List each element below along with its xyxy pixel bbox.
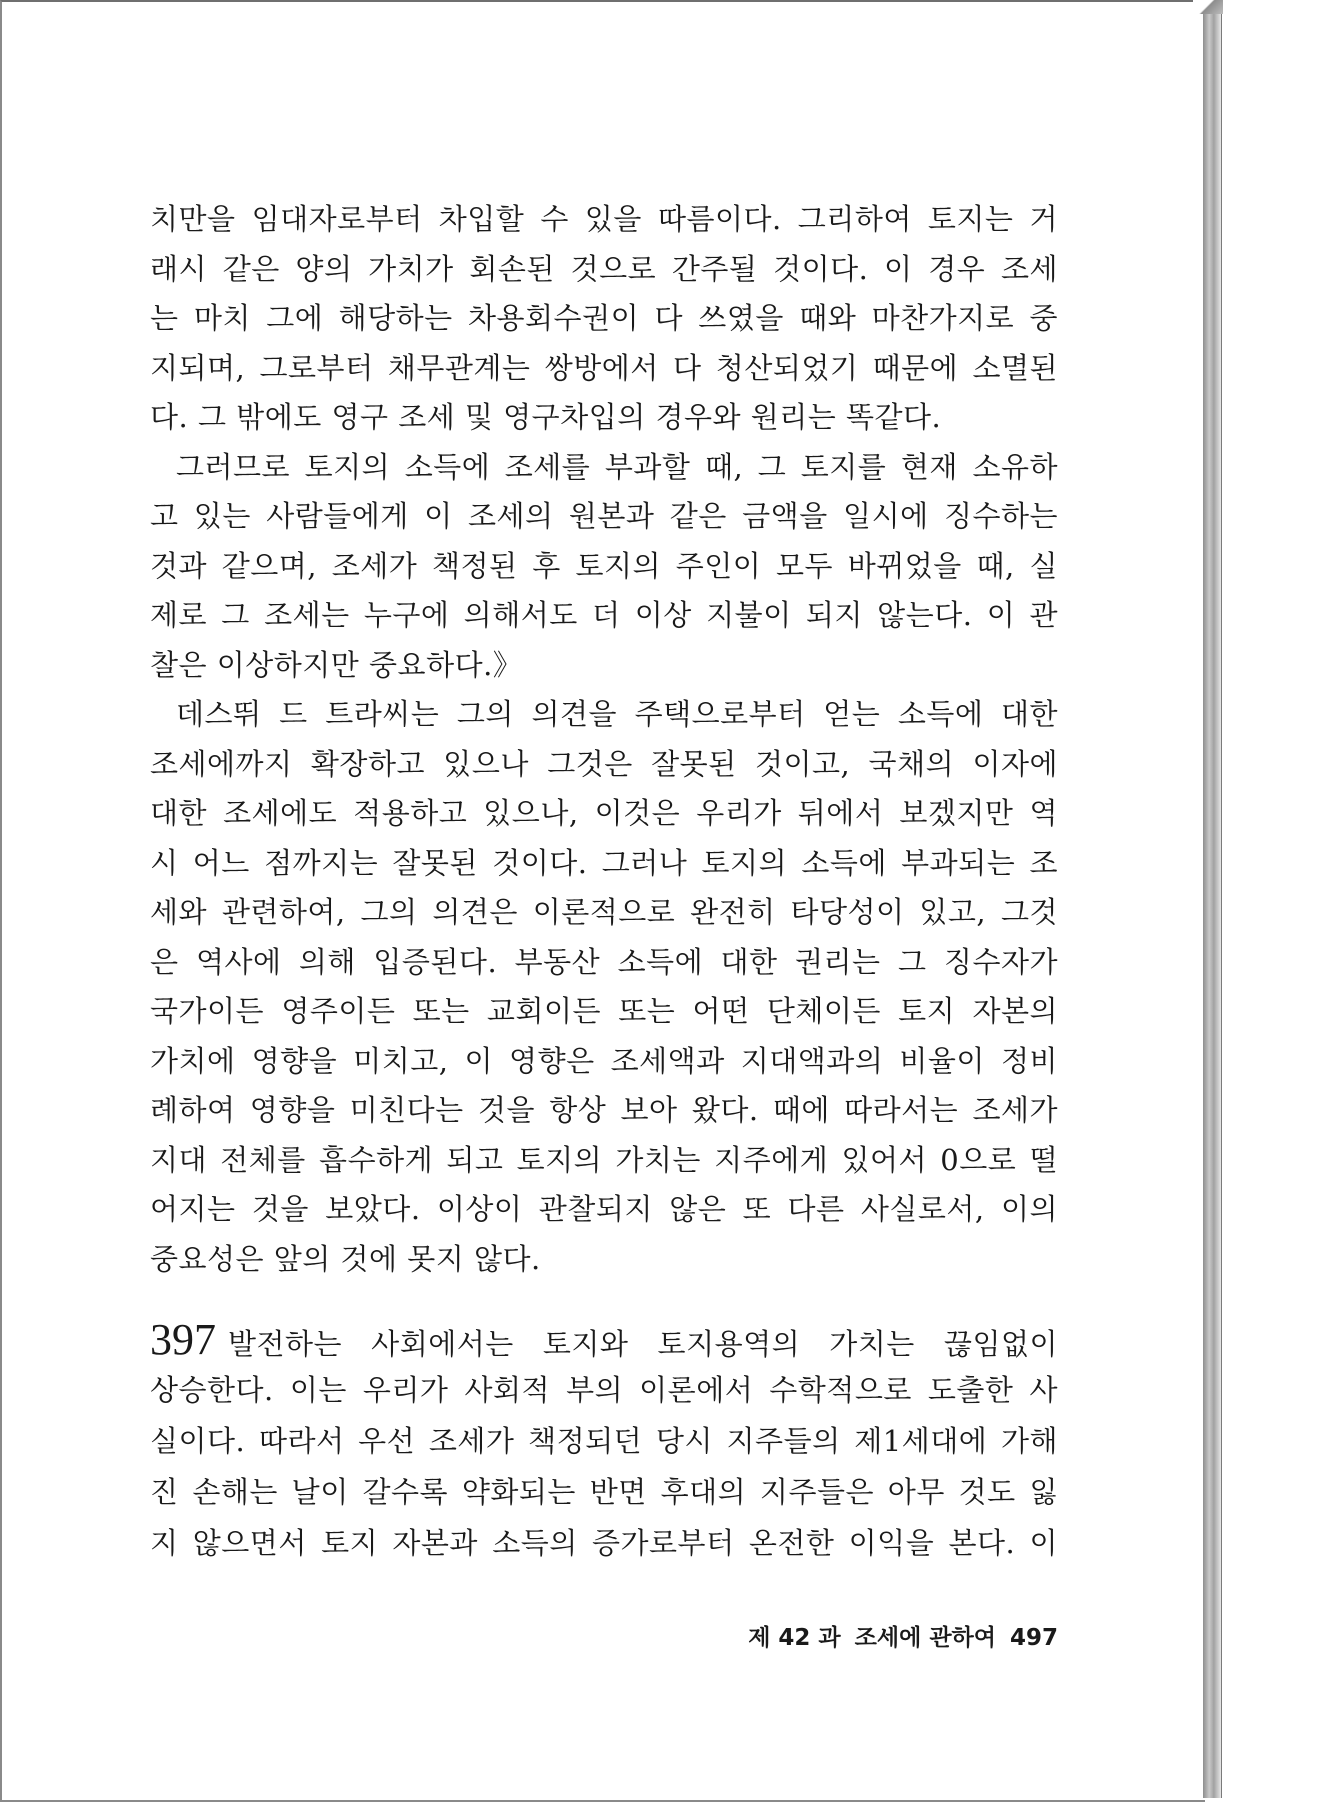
text-line: 어지는 것을 보았다. 이상이 관찰되지 않은 또 다른 사실로서, 이의 <box>150 1192 1058 1226</box>
text-line: 다. 그 밖에도 영구 조세 및 영구차입의 경우와 원리는 똑같다. <box>150 400 942 434</box>
text-line: 고 있는 사람들에게 이 조세의 원본과 같은 금액을 일시에 징수하는 <box>150 499 1058 533</box>
text-line: 데스뛰 드 트라씨는 그의 의견을 주택으로부터 얻는 소득에 대한 <box>176 697 1058 731</box>
text-line: 찰은 이상하지만 중요하다.》 <box>150 647 523 682</box>
text-line: 중요성은 앞의 것에 못지 않다. <box>150 1241 541 1276</box>
text-line: 실이다. 따라서 우선 조세가 책정되던 당시 지주들의 제1세대에 가해 <box>150 1424 1058 1458</box>
page-body-text <box>150 195 1058 1284</box>
text-line: 것과 같으며, 조세가 책정된 후 토지의 주인이 모두 바뀌었을 때, 실 <box>150 548 1058 583</box>
text-line: 상승한다. 이는 우리가 사회적 부의 이론에서 수학적으로 도출한 사 <box>150 1373 1058 1407</box>
text-line: 는 마치 그에 해당하는 차용회수권이 다 쓰였을 때와 마찬가지로 중 <box>150 301 1058 335</box>
text-line: 대한 조세에도 적용하고 있으나, 이것은 우리가 뒤에서 보겠지만 역 <box>150 796 1058 830</box>
text-line: 세와 관련하여, 그의 의견은 이론적으로 완전히 타당성이 있고, 그것 <box>150 895 1058 929</box>
section-397 <box>150 1314 1058 1569</box>
section-first-line <box>150 1314 1058 1365</box>
text-line: 제로 그 조세는 누구에 의해서도 더 이상 지불이 되지 않는다. 이 관 <box>150 598 1058 632</box>
text-line: 가치에 영향을 미치고, 이 영향은 조세액과 지대액과의 비율이 정비 <box>150 1043 1058 1078</box>
page-number: 497 <box>1009 1625 1058 1651</box>
section-number: 397 <box>150 1315 216 1364</box>
page-corner-fold <box>1193 0 1223 14</box>
section-first-line-text: 발전하는 사회에서는 토지와 토지용역의 가치는 끊임없이 <box>228 1327 1058 1361</box>
footer-chapter-title: 조세에 관하여 <box>854 1625 996 1651</box>
text-line: 그러므로 토지의 소득에 조세를 부과할 때, 그 토지를 현재 소유하 <box>176 449 1058 484</box>
text-line: 은 역사에 의해 입증된다. 부동산 소득에 대한 권리는 그 징수자가 <box>150 944 1058 979</box>
text-line: 지되며, 그로부터 채무관계는 쌍방에서 다 청산되었기 때문에 소멸된 <box>150 350 1058 385</box>
text-line: 례하여 영향을 미친다는 것을 항상 보아 왔다. 때에 따라서는 조세가 <box>150 1093 1058 1127</box>
text-line: 진 손해는 날이 갈수록 약화되는 반면 후대의 지주들은 아무 것도 잃 <box>150 1475 1058 1509</box>
running-footer <box>702 1619 1058 1652</box>
text-line: 래시 같은 양의 가치가 회손된 것으로 간주될 것이다. 이 경우 조세 <box>150 251 1058 286</box>
text-line: 조세에까지 확장하고 있으나 그것은 잘못된 것이고, 국채의 이자에 <box>150 746 1058 781</box>
text-line: 지 않으면서 토지 자본과 소득의 증가로부터 온전한 이익을 본다. 이 <box>150 1526 1058 1560</box>
page-edge-shadow <box>1203 6 1222 1798</box>
text-line: 지대 전체를 흡수하게 되고 토지의 가치는 지주에게 있어서 0으로 떨 <box>150 1142 1058 1177</box>
text-line: 국가이든 영주이든 또는 교회이든 또는 어떤 단체이든 토지 자본의 <box>150 994 1058 1028</box>
text-line: 치만을 임대자로부터 차입할 수 있을 따름이다. 그리하여 토지는 거 <box>150 202 1058 236</box>
footer-chapter: 제 42 과 <box>748 1625 841 1651</box>
text-line: 시 어느 점까지는 잘못된 것이다. 그러나 토지의 소득에 부과되는 조 <box>150 845 1058 880</box>
